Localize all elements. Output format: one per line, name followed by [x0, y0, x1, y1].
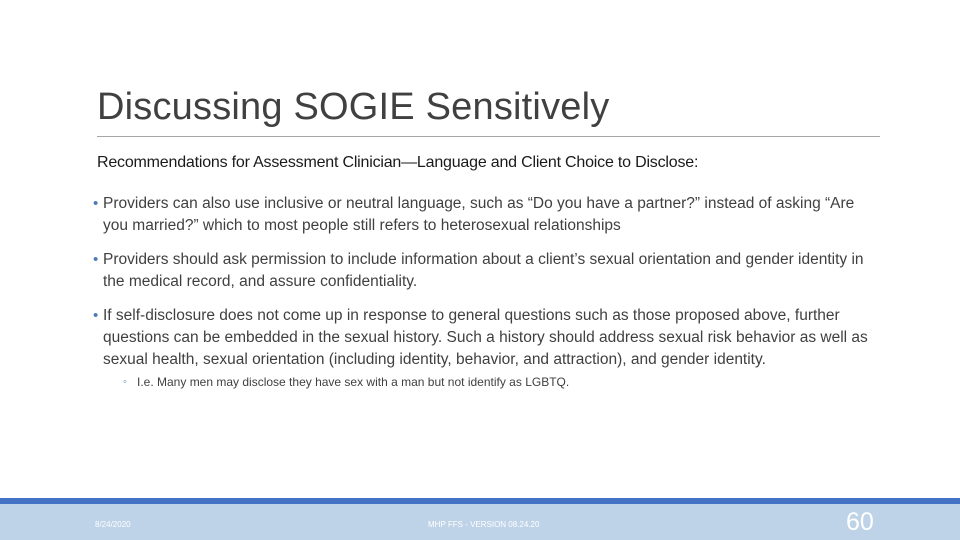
bullet-text: Providers can also use inclusive or neutral language, such as “Do you have a partner?” instead of asking “Are you married?” which to most people still refers to heterosexual relationships	[103, 195, 855, 234]
bullet-text: If self-disclosure does not come up in response to general questions such as those proposed above, further questions can be embedded in the sexual history. Such a history should address sexual risk behavior as well as sexual health, sexual orientation (including identity, behavior, and attraction), and gender identity.	[103, 307, 868, 368]
bullet-item	[93, 193, 883, 237]
bullet-list	[93, 193, 883, 403]
sub-bullet-item	[123, 373, 883, 391]
footer-version: MHP FFS - VERSION 08.24.20	[428, 520, 540, 529]
bullet-marker: •	[93, 307, 99, 324]
slide-title: Discussing SOGIE Sensitively	[97, 86, 610, 128]
sub-bullet-text: I.e. Many men may disclose they have sex with a man but not identify as LGBTQ.	[137, 375, 570, 389]
bullet-item	[93, 305, 883, 391]
sub-bullet-marker: ◦	[123, 376, 127, 388]
footer-accent-line	[0, 498, 960, 504]
bullet-marker: •	[93, 195, 99, 212]
slide-subtitle: Recommendations for Assessment Clinician—Language and Client Choice to Disclose:	[97, 154, 699, 171]
bullet-text: Providers should ask permission to include information about a client’s sexual orientation and gender identity in the medical record, and assure confidentiality.	[103, 251, 864, 290]
footer-band	[0, 498, 960, 540]
footer-date: 8/24/2020	[95, 520, 131, 529]
title-divider	[97, 136, 880, 137]
bullet-item	[93, 249, 883, 293]
bullet-marker: •	[93, 251, 99, 268]
page-number: 60	[846, 508, 874, 536]
